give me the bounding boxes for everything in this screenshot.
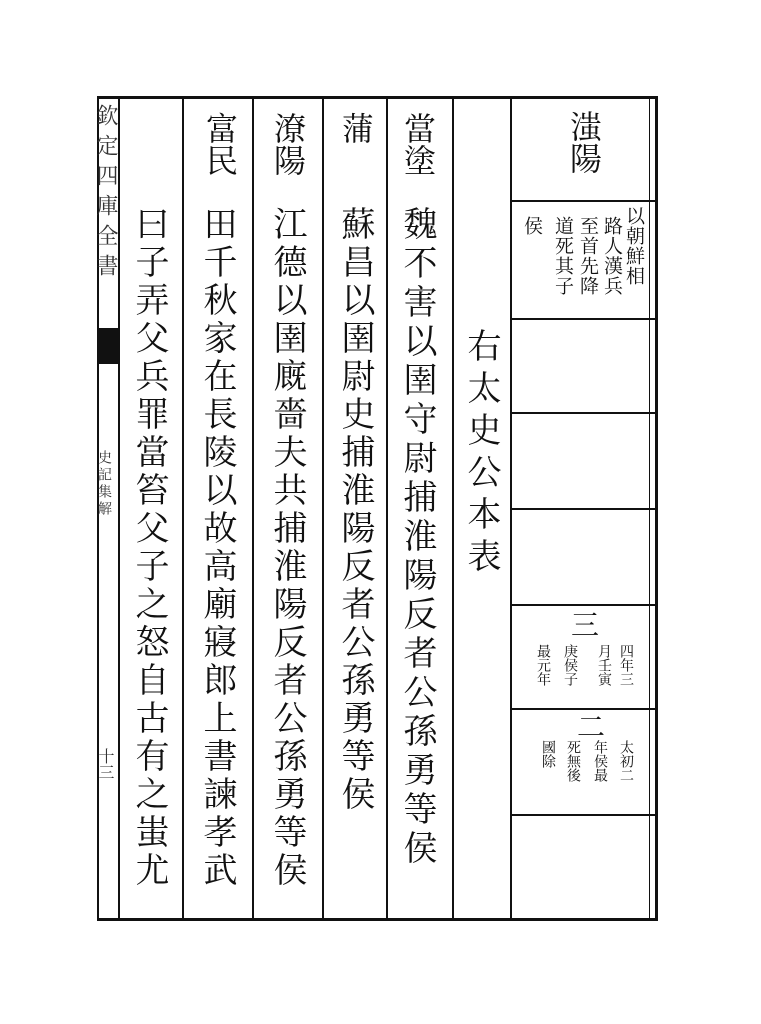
table-row-rule	[510, 412, 657, 414]
note-line: 路人漢兵	[601, 216, 623, 296]
year-count: 二	[573, 712, 606, 740]
table-row-rule	[510, 318, 657, 320]
year-line: 年侯最	[592, 740, 608, 782]
year-line: 四年三	[618, 644, 634, 686]
column-text: 江德以圉廐嗇夫共捕淮陽反者公孫勇等侯	[267, 206, 307, 890]
column-rule	[182, 96, 184, 921]
column-rule	[252, 96, 254, 921]
column-rule	[322, 96, 324, 921]
year-count: 三	[567, 610, 600, 638]
fishtail-mark	[98, 328, 118, 364]
page-number: 十三	[96, 748, 115, 780]
year-line: 月壬寅	[596, 644, 612, 686]
column-text: 魏不害以圉守尉捕淮陽反者公孫勇等侯	[397, 206, 437, 869]
column-rule	[452, 96, 454, 921]
column-text: 曰子弄父兵罪當笞父子之怒自古有之蚩尤	[129, 206, 169, 890]
note-line: 侯	[521, 216, 543, 236]
margin-right-rule	[118, 96, 120, 921]
year-line: 庚侯子	[562, 644, 578, 686]
year-line: 最元年	[535, 644, 551, 686]
table-row-rule	[510, 508, 657, 510]
table-row-rule	[510, 814, 657, 816]
table-row-rule	[510, 708, 657, 710]
column-heading: 蒲	[337, 112, 375, 144]
note-line: 道死其子	[552, 216, 574, 296]
year-line: 死無後	[565, 740, 581, 782]
column-heading: 當塗	[399, 112, 437, 176]
column-heading: 富民	[201, 112, 239, 176]
column-heading: 潦陽	[269, 112, 307, 176]
frame-bottom-rule	[97, 918, 657, 921]
column-text: 蘇昌以圉尉史捕淮陽反者公孫勇等侯	[335, 206, 375, 814]
chapter-title: 史記集解	[96, 450, 112, 518]
note-line: 以朝鮮相	[623, 206, 645, 286]
column-text-taishigong: 右太史公本表	[461, 328, 501, 580]
frame-top-rule	[97, 96, 657, 99]
book-title: 欽定四庫全書	[93, 104, 118, 284]
year-line: 國除	[540, 740, 556, 768]
table-row-rule	[510, 200, 657, 202]
column-text: 田千秋家在長陵以故高廟寢郎上書諫孝武	[197, 206, 237, 890]
table-place-name: 滍陽	[565, 110, 603, 174]
column-rule	[386, 96, 388, 921]
table-row-rule	[510, 604, 657, 606]
year-line: 太初二	[618, 740, 634, 782]
note-line: 至首先降	[577, 216, 599, 296]
